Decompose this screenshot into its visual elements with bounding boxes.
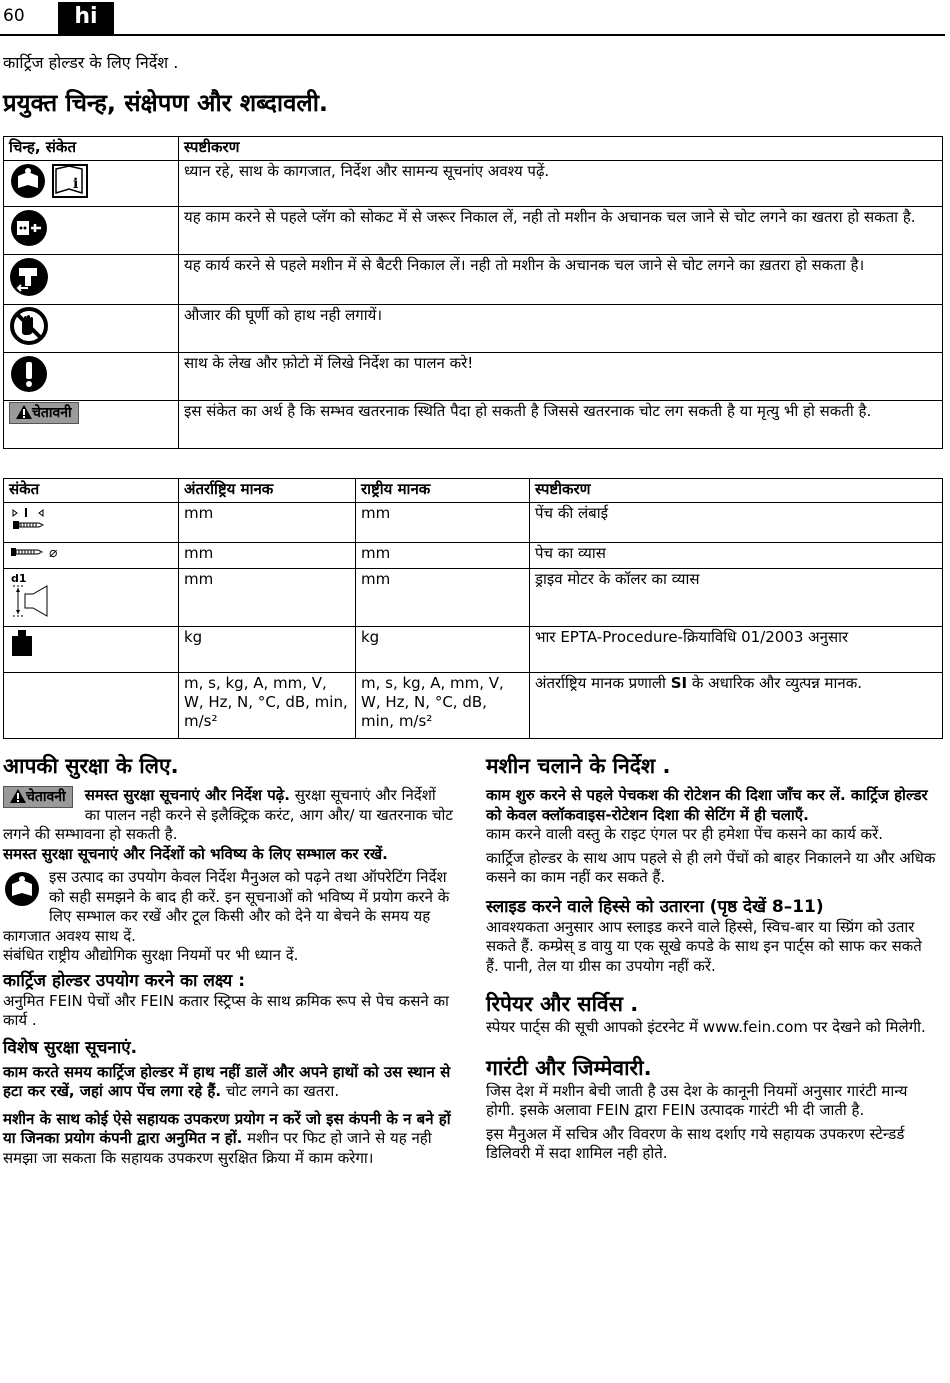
regulations-text: संबंधित राष्ट्रीय औद्योगिक सुरक्षा नियमों पर भी ध्यान दें. (3, 946, 299, 964)
slide-removal-title: स्लाइड करने वाले हिस्से को उतारना (पृष्ठ देखें 8–11) (486, 896, 824, 917)
right-column (486, 752, 938, 1164)
operation-p2: कार्ट्रिज होल्डर के साथ आप पहले से ही लगे पेंचों को बाहर निकालने या और अधिक कसने का काम नहीं कर सकते हैं. (486, 848, 936, 886)
language-tab: hi (58, 2, 114, 34)
symbol-text: औजार की घूर्णी को हाथ नही लगायें। (179, 305, 943, 353)
unit-explanation (530, 673, 943, 739)
collar-symbol: d1 (11, 572, 27, 585)
unit-explanation: ड्राइव मोटर के कॉलर का व्यास (530, 569, 943, 627)
unit-symbol-cell-empty (4, 673, 179, 739)
unit-explanation: पेच का व्यास (530, 543, 943, 569)
diameter-symbol: ⌀ (49, 545, 58, 560)
symbol-cell (4, 305, 179, 353)
manual-paragraph (3, 868, 455, 946)
symbol-text: ध्यान रहे, साथ के कागजात, निर्देश और सामन्य सूचनांए अवश्य पढ़ें. (179, 161, 943, 207)
screw-length-icon (9, 504, 49, 534)
exclamation-icon (9, 354, 49, 394)
units-header-symbol: संकेत (4, 479, 179, 503)
page-title: प्रयुक्त चिन्ह, संक्षेपण और शब्दावली. (3, 89, 329, 117)
warranty-p1: जिस देश में मशीन बेची जाती है उस देश के कानूनी नियमों अनुसार गारंटी मान्य होगी. इसके अलावा FEIN द्वारा FEIN उत्पादक गारंटी भी दी जाती है. (486, 1081, 908, 1119)
symbol-cell (4, 353, 179, 401)
unit-explanation: पेंच की लंबाई (530, 503, 943, 543)
unit-national: mm (356, 503, 530, 543)
symbol-cell (4, 401, 179, 449)
symbol-cell (4, 161, 179, 207)
remove-battery-icon (9, 256, 49, 298)
symbol-text: इस संकेत का अर्थ है कि सम्भव खतरनाक स्थिति पैदा हो सकती है जिससे खतरनाक चोट लग सकती है या मृत्यु भी हो सकती है. (179, 401, 943, 449)
warning-text: सुरक्षा सूचनाएं और निर्देशों का पालन नही करने से इलैक्ट्रिक करंट, आग और/ या खतरनाक चोट लगने की सम्भावना हो सकती है. (3, 786, 453, 843)
unit-intl: kg (179, 627, 356, 673)
si-desc-a: अंतर्राष्ट्रिय मानक प्रणाली (535, 674, 671, 692)
left-column (3, 752, 455, 1168)
unit-symbol-cell (4, 543, 179, 569)
unit-intl: m, s, kg, A, mm, V, W, Hz, N, °C, dB, min, m/s² (179, 673, 356, 739)
symbols-table (3, 136, 943, 449)
svg-text:i: i (73, 176, 79, 192)
symbol-text: साथ के लेख और फ़ोटो में लिखे निर्देश का पालन करे! (179, 353, 943, 401)
purpose-title: कार्ट्रिज होल्डर उपयोग करने का लक्ष्य : (3, 970, 245, 991)
collar-diameter-icon (9, 570, 53, 620)
read-manual-icon (9, 162, 91, 200)
warning-badge-label: चेतावनी (26, 789, 66, 805)
unit-national: kg (356, 627, 530, 673)
warning-triangle-icon (10, 789, 26, 803)
units-header-explanation: स्पष्टीकरण (530, 479, 943, 503)
operation-p1: काम करने वाली वस्तु के राइट एंगल पर ही हमेशा पेंच कसने का कार्य करें. (486, 825, 883, 843)
unit-national: mm (356, 569, 530, 627)
unit-intl: mm (179, 503, 356, 543)
keep-instructions: समस्त सुरक्षा सूचनाएं और निर्देशों को भविष्य के लिए सम्भाल कर रखें. (3, 844, 388, 863)
unit-national: m, s, kg, A, mm, V, W, Hz, N, °C, dB, min, m/s² (356, 673, 530, 739)
unit-symbol-cell (4, 503, 179, 543)
purpose-text: अनुमित FEIN पेचों और FEIN कतार स्ट्रिप्स के साथ क्रमिक रूप से पेच कसने का कार्य . (3, 991, 449, 1029)
unit-symbol-cell (4, 569, 179, 627)
special-safety-2-bold: मशीन के साथ कोई ऐसे सहायक उपकरण प्रयोग न करें जो इस कंपनी के न बने हों या जिनका प्रयोग कंपनी द्वारा अनुमित न हों. (3, 1109, 451, 1147)
operation-title: मशीन चलाने के निर्देश . (486, 754, 671, 778)
unplug-icon (9, 208, 49, 248)
repair-text: स्पेयर पार्ट्स की सूची आपको इंटरनेट में www.fein.com पर देखने को मिलेगी. (486, 1018, 926, 1036)
no-touch-icon (9, 306, 49, 346)
weight-icon (9, 628, 35, 658)
read-manual-icon (3, 870, 41, 908)
intro-line: कार्ट्रिज होल्डर के लिए निर्देश . (3, 53, 179, 72)
si-abbrev: SI (670, 674, 688, 692)
symbols-header-symbol: चिन्ह, संकेत (4, 137, 179, 161)
special-safety-1-text: चोट लगने का खतरा. (221, 1082, 340, 1100)
special-safety-2 (3, 1110, 455, 1169)
warning-triangle-icon (16, 405, 32, 419)
unit-intl: mm (179, 543, 356, 569)
special-safety-title: विशेष सुरक्षा सूचनाएं. (3, 1037, 138, 1058)
unit-national: mm (356, 543, 530, 569)
warning-badge (3, 786, 73, 808)
warning-badge (9, 402, 79, 424)
symbol-cell (4, 255, 179, 305)
warning-bold: समस्त सुरक्षा सूचनाएं और निर्देश पढ़े. (84, 786, 290, 804)
unit-intl: mm (179, 569, 356, 627)
special-safety-1-bold: काम करते समय कार्ट्रिज होल्डर में हाथ नहीं डालें और अपने हाथों को उस स्थान से हटा कर रखें, जहां आप पेंच लगा रहे हैं. (3, 1062, 451, 1100)
units-table (3, 478, 943, 739)
rotation-check: काम शुरु करने से पहले पेचकश की रोटेशन की दिशा जाँच कर लें. कार्ट्रिज होल्डर को केवल क्लॉकवाइस-रोटेशन दिशा की सेटिंग में ही चलाएँ. (486, 786, 928, 824)
screw-diameter-icon (9, 544, 65, 560)
units-header-international: अंतर्राष्ट्रिय मानक (179, 479, 356, 503)
symbol-text: यह कार्य करने से पहले मशीन में से बैटरी निकाल लें। नही तो मशीन के अचानक चल जाने से चोट लगने का ख़तरा हो सकता है। (179, 255, 943, 305)
manual-text: इस उत्पाद का उपयोग केवल निर्देश मैनुअल को पढ़ने तथा ऑपरेटिंग निर्देश को सही समझने के बाद ही करें. इन सूचनाओं को भविष्य में प्रयोग करने के लिए सम्भाल कर रखें और टूल किसी और को देने या बेचने के समय यह कागजात अवश्य साथ दें. (3, 868, 450, 945)
units-header-national: राष्ट्रीय मानक (356, 479, 530, 503)
symbol-cell (4, 207, 179, 255)
warning-paragraph (3, 786, 455, 845)
si-desc-c: के अधारिक और व्युत्पन्न मानक. (687, 674, 863, 692)
symbol-text: यह काम करने से पहले प्लॅग को सोकट में से जरूर निकाल लें, नही तो मशीन के अचानक चल जाने से चोट लगने का खतरा हो सकता है. (179, 207, 943, 255)
page-header (0, 0, 945, 36)
warranty-p2: इस मैनुअल में सचित्र और विवरण के साथ दर्शाए गये सहायक उपकरण स्टेन्डर्ड डिलिवरी में सदा शामिल नही होते. (486, 1124, 905, 1162)
warranty-title: गारंटी और जिम्मेवारी. (486, 1055, 652, 1080)
special-safety-1 (3, 1063, 455, 1102)
page-number: 60 (3, 6, 25, 26)
warning-badge-label: चेतावनी (32, 405, 72, 421)
symbols-header-explanation: स्पष्टीकरण (179, 137, 943, 161)
unit-symbol-cell (4, 627, 179, 673)
special-safety-2-text: मशीन पर फिट हो जाने से यह नही समझा जा सकता कि सहायक उपकरण सुरक्षित क्रिया में काम करेगा। (3, 1129, 432, 1167)
slide-removal-text: आवश्यकता अनुसार आप स्लाइड करने वाले हिस्से, स्विच-बार या स्प्रिंग को उतार सकते हैं. कम्प्रेस् ड वायु या एक सूखे कपडे के साथ इन पार्ट्स को साफ कर सकते हैं. पानी, तेल या ग्रीस का उपयोग नहीं करें. (486, 917, 922, 975)
safety-title: आपकी सुरक्षा के लिए. (3, 754, 179, 778)
repair-title: रिपेयर और सर्विस . (486, 992, 639, 1016)
unit-explanation: भार EPTA-Procedure-क्रियाविधि 01/2003 अनुसार (530, 627, 943, 673)
